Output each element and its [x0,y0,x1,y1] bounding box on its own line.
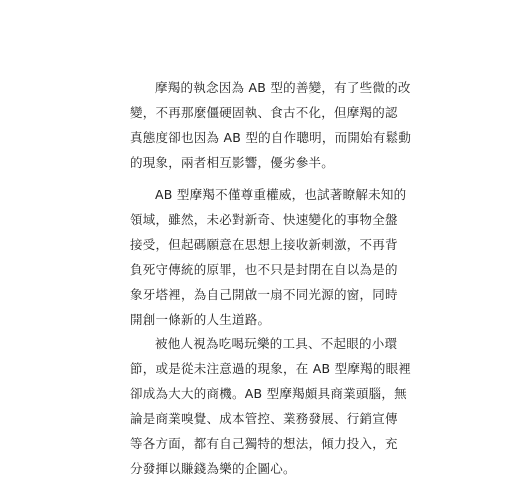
paragraph-line: 等各方面，都有自己獨特的想法，傾力投入，充 [130,436,398,451]
paragraph-line: 被他人視為吃喝玩樂的工具、不起眼的小環 [155,336,398,351]
paragraph-line: 卻成為大大的商機。AB 型摩羯頗具商業頭腦，無 [130,386,407,401]
paragraph-line: 論是商業嗅覺、成本管控、業務發展、行銷宣傳 [130,411,398,426]
paragraph-line: 變，不再那麼僵硬固執、食古不化，但摩羯的認 [130,105,398,120]
paragraph-2 [130,182,407,332]
paragraph-line: 分發揮以賺錢為樂的企圖心。 [130,461,296,476]
paragraph-line: 節，或是從未注意過的現象，在 AB 型摩羯的眼裡 [130,361,412,376]
paragraph-line: AB 型摩羯不僅尊重權威，也試著瞭解未知的 [155,187,407,202]
paragraph-1 [130,75,412,175]
paragraph-line: 領域，雖然，未必對新奇、快速變化的事物全盤 [130,212,398,227]
paragraph-line: 開創一條新的人生道路。 [130,312,271,327]
paragraph-line: 摩羯的執念因為 AB 型的善變，有了些微的改 [155,80,411,95]
paragraph-line: 負死守傳統的原罪，也不只是封閉在自以為是的 [130,262,398,277]
paragraph-line: 象牙塔裡，為自己開啟一扇不同光源的窗，同時 [130,287,398,302]
paragraph-line: 的現象，兩者相互影響，優劣參半。 [130,155,335,170]
paragraph-line: 真態度卻也因為 AB 型的自作聰明，而開始有鬆動 [130,130,412,145]
paragraph-3 [130,331,412,481]
paragraph-line: 接受，但起碼願意在思想上接收新刺激，不再背 [130,237,398,252]
